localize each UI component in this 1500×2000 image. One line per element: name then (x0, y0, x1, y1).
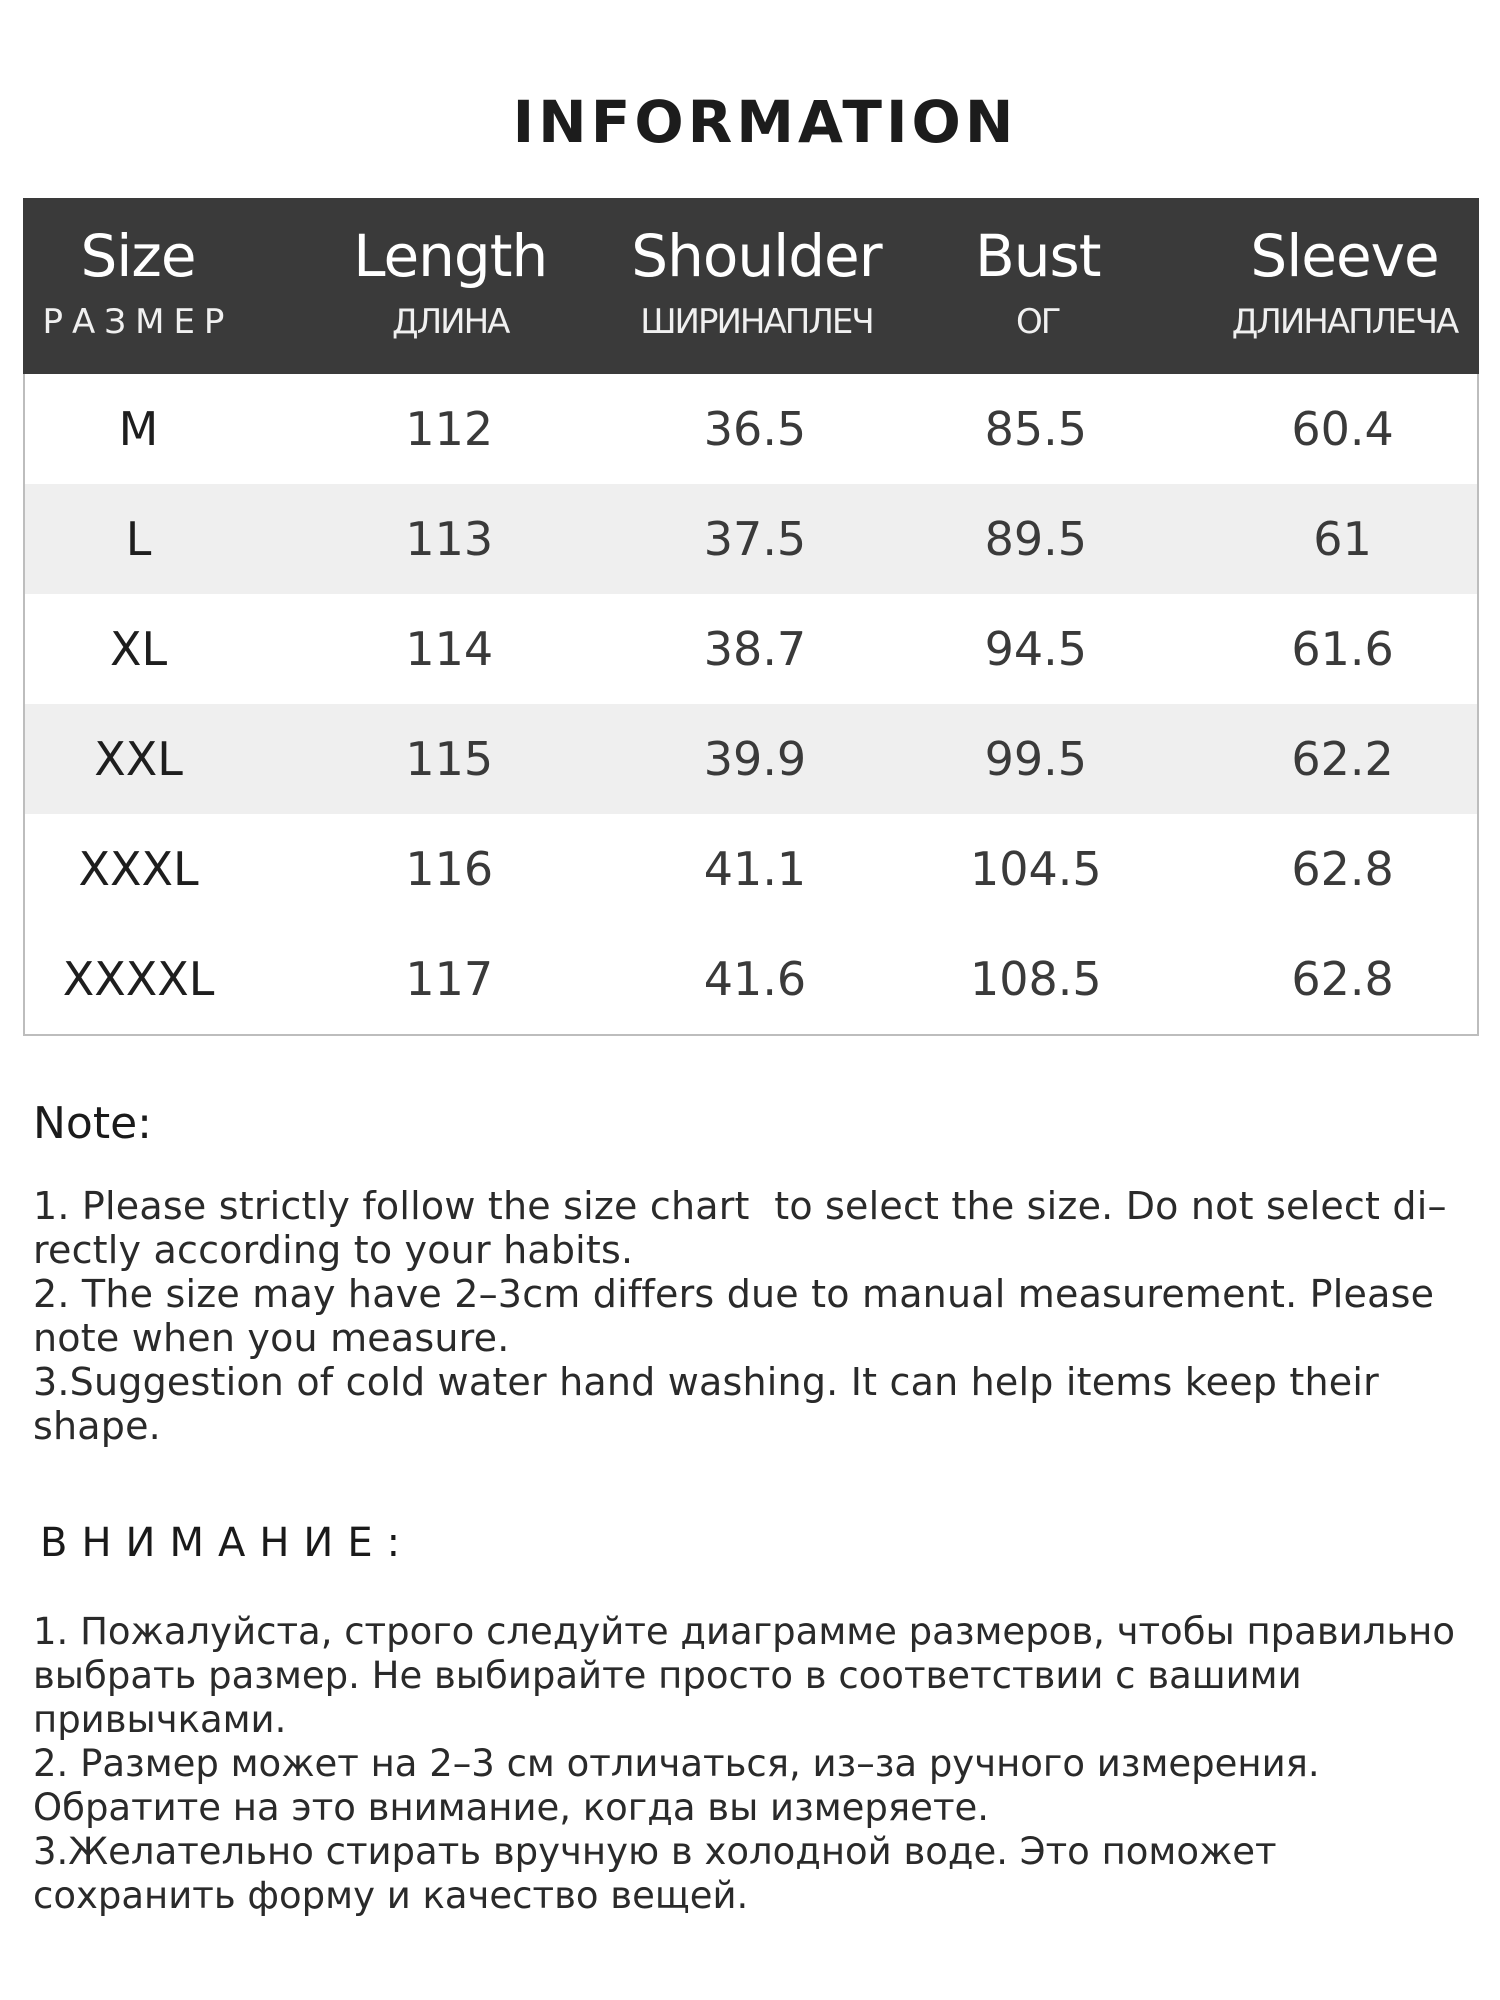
cell-bust: 108.5 (969, 952, 1102, 1006)
header-shoulder-ru: ШИРИНАПЛЕЧ (640, 302, 873, 342)
cell-bust: 94.5 (984, 622, 1088, 676)
table-row (25, 814, 1477, 924)
cell-length: 112 (405, 402, 494, 456)
cell-sleeve: 61.6 (1291, 622, 1394, 676)
cell-shoulder: 37.5 (703, 512, 807, 566)
header-size-ru: РАЗМЕР (42, 302, 234, 342)
cell-sleeve: 61 (1313, 512, 1372, 566)
cell-shoulder: 38.7 (703, 622, 807, 676)
header-length (253, 198, 647, 374)
header-sleeve (1210, 198, 1479, 374)
cell-size: M (118, 402, 159, 456)
cell-shoulder: 36.5 (703, 402, 807, 456)
note-item: 3.Suggestion of cold water hand washing. It can help items keep their shape. (33, 1360, 1392, 1448)
cell-length: 114 (405, 622, 494, 676)
cell-size: XXL (94, 732, 183, 786)
table-header (23, 198, 1479, 374)
header-bust (865, 198, 1210, 374)
table-row (25, 374, 1477, 484)
cell-sleeve: 62.8 (1291, 952, 1394, 1006)
cell-sleeve: 60.4 (1291, 402, 1394, 456)
header-shoulder (631, 198, 882, 374)
header-length-en: Length (353, 222, 548, 290)
cell-sleeve: 62.2 (1291, 732, 1394, 786)
cell-bust: 89.5 (984, 512, 1088, 566)
cell-size: XXXXL (62, 952, 215, 1006)
note-list (33, 1184, 1473, 1448)
page-title: INFORMATION (512, 88, 1018, 156)
header-shoulder-en: Shoulder (631, 222, 882, 290)
table-row (25, 704, 1477, 814)
cell-bust: 85.5 (984, 402, 1088, 456)
cell-bust: 99.5 (984, 732, 1088, 786)
table-row (25, 924, 1477, 1034)
header-bust-ru: ОГ (1016, 302, 1060, 342)
cell-bust: 104.5 (969, 842, 1102, 896)
note-item: 2. The size may have 2–3cm differs due to manual measurement. Please note when you measure. (33, 1272, 1447, 1360)
cell-length: 116 (405, 842, 494, 896)
cell-length: 117 (405, 952, 494, 1006)
size-chart-table (23, 198, 1479, 1036)
header-length-ru: ДЛИНА (392, 302, 509, 342)
cell-size: L (125, 512, 152, 566)
cell-shoulder: 39.9 (703, 732, 807, 786)
header-sleeve-ru: ДЛИНАПЛЕЧА (1231, 302, 1458, 342)
note-ru-item: 1. Пожалуйста, строго следуйте диаграмме размеров, чтобы правильно выбрать размер. Не выбирайте просто в соответствии с вашими привычками. (33, 1610, 1455, 1741)
note-heading: Note: (33, 1098, 152, 1149)
cell-size: XXXL (78, 842, 199, 896)
header-sleeve-en: Sleeve (1250, 222, 1439, 290)
header-size (23, 198, 253, 374)
note-item: 1. Please strictly follow the size chart to select the size. Do not select di–rectly according to your habits. (33, 1184, 1447, 1272)
table-row (25, 484, 1477, 594)
cell-shoulder: 41.6 (703, 952, 807, 1006)
note-ru-list (33, 1610, 1473, 1918)
cell-length: 115 (405, 732, 494, 786)
header-size-en: Size (80, 222, 196, 290)
cell-length: 113 (405, 512, 494, 566)
header-bust-en: Bust (974, 222, 1101, 290)
note-ru-heading: ВНИМАНИЕ: (40, 1520, 415, 1566)
cell-sleeve: 62.8 (1291, 842, 1394, 896)
table-row (25, 594, 1477, 704)
note-ru-item: 2. Размер может на 2–3 см отличаться, из–за ручного измерения. Обратите на это внимание, когда вы измеряете. (33, 1742, 1320, 1829)
note-ru-item: 3.Желательно стирать вручную в холодной воде. Это поможет сохранить форму и качество вещей. (33, 1830, 1277, 1917)
cell-size: XL (109, 622, 168, 676)
cell-shoulder: 41.1 (703, 842, 807, 896)
